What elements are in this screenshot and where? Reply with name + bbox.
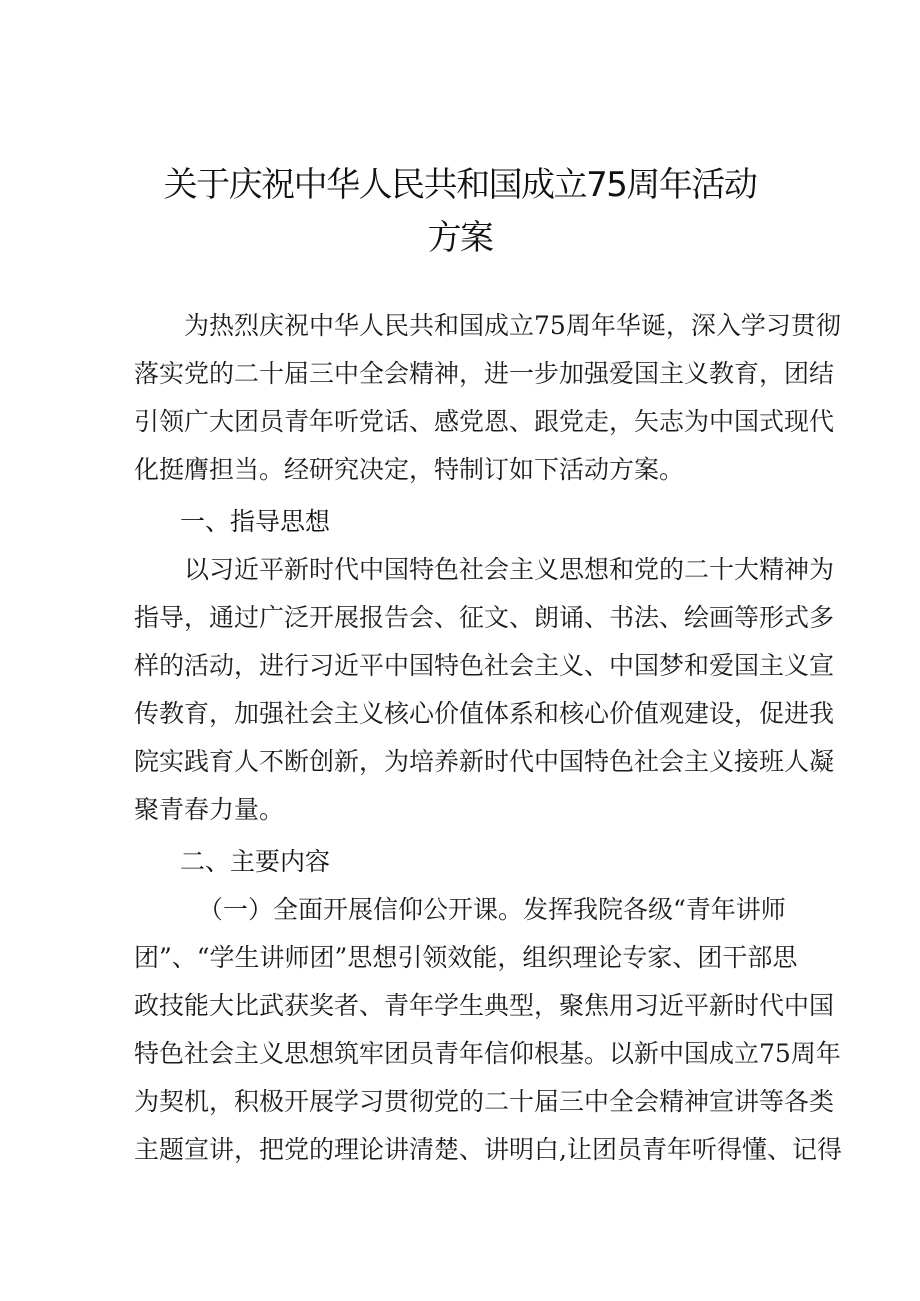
section1-line: 样的活动，进行习近平中国特色社会主义、中国梦和爱国主义宣 [134, 651, 835, 680]
section1-line: 院实践育人不断创新，为培养新时代中国特色社会主义接班人凝 [134, 747, 835, 776]
section-heading-main-content: 二、主要内容 [180, 847, 331, 876]
intro-line: 落实党的二十届三中全会精神，进一步加强爱国主义教育，团结 [134, 359, 835, 388]
section2-line: （一）全面开展信仰公开课。发挥我院各级“青年讲师 [198, 895, 786, 924]
document-title-line-1: 关于庆祝中华人民共和国成立75周年活动 [163, 165, 757, 205]
section1-line: 传教育，加强社会主义核心价值体系和核心价值观建设，促进我 [134, 699, 835, 728]
intro-line: 为热烈庆祝中华人民共和国成立75周年华诞，深入学习贯彻 [184, 311, 841, 340]
section2-line: 为契机，积极开展学习贯彻党的二十届三中全会精神宣讲等各类 [134, 1087, 835, 1116]
section2-line: 政技能大比武获奖者、青年学生典型，聚焦用习近平新时代中国 [134, 991, 835, 1020]
document-title-line-2: 方案 [427, 218, 493, 258]
section1-line: 以习近平新时代中国特色社会主义思想和党的二十大精神为 [184, 555, 835, 584]
section-heading-guiding-ideology: 一、指导思想 [180, 507, 331, 536]
section2-line: 团”、“学生讲师团”思想引领效能，组织理论专家、团干部思 [134, 943, 798, 972]
section2-line: 特色社会主义思想筑牢团员青年信仰根基。以新中国成立75周年 [134, 1039, 841, 1068]
intro-line: 引领广大团员青年听党话、感党恩、跟党走，矢志为中国式现代 [134, 407, 835, 436]
section1-line: 指导，通过广泛开展报告会、征文、朗诵、书法、绘画等形式多 [134, 603, 835, 632]
intro-line: 化挺膺担当。经研究决定，特制订如下活动方案。 [134, 455, 685, 484]
section2-line: 主题宣讲，把党的理论讲清楚、讲明白,让团员青年听得懂、记得 [134, 1135, 842, 1164]
section1-line: 聚青春力量。 [134, 795, 285, 824]
